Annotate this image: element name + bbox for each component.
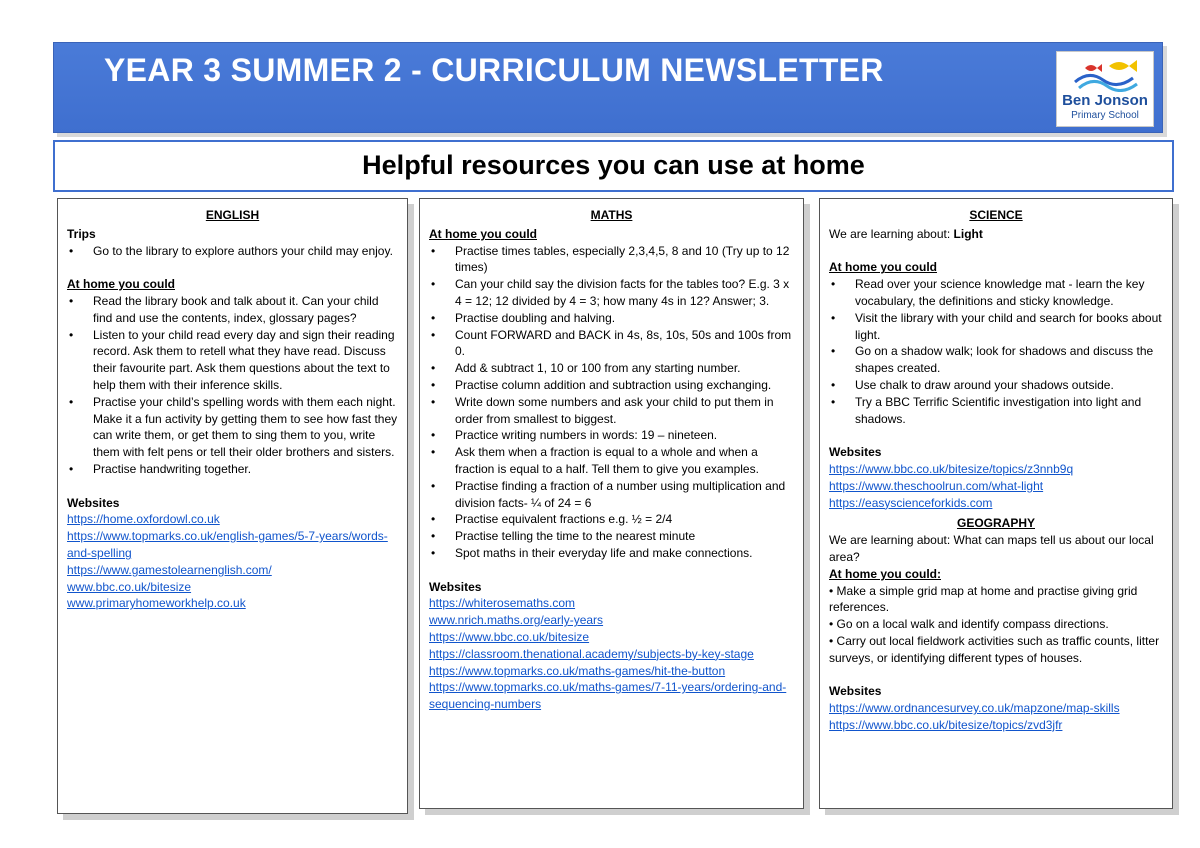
website-link[interactable]: https://www.topmarks.co.uk/maths-games/7-11-years/ordering-and-sequencing-numbers [429,680,787,712]
english-websites-label: Websites [67,495,120,510]
website-link[interactable]: https://easyscienceforkids.com [829,495,993,510]
list-item: • Go on a local walk and identify compass directions. [829,617,1109,632]
list-item: • Practise times tables, especially 2,3,4,5, 8 and 10 (Try up to 12 times) [429,243,794,277]
geography-home-list [829,583,1163,667]
english-home-list [67,293,398,478]
list-item: • Practise handwriting together. [67,461,398,478]
list-item: • Try a BBC Terrific Scientific investigation into light and shadows. [829,394,1163,428]
website-link[interactable]: https://www.bbc.co.uk/bitesize [429,629,590,644]
list-item: • Can your child say the division facts for the tables too? E.g. 3 x 4 = 12; 12 divided by 4 = 3; how many 4s in 12? Answer; 3. [429,276,794,310]
list-item: • Go to the library to explore authors your child may enjoy. [67,243,398,260]
website-link[interactable]: https://www.ordnancesurvey.co.uk/mapzone/map-skills [829,701,1120,716]
website-link[interactable]: https://www.gamestolearnenglish.com/ [67,562,272,577]
maths-home-label: At home you could [429,226,537,241]
geography-websites-label: Websites [829,684,882,699]
list-item: • Write down some numbers and ask your child to put them in order from smallest to biggest. [429,394,794,428]
english-home-label: At home you could [67,277,175,292]
science-column [819,198,1173,809]
maths-heading: MATHS [590,208,633,222]
list-item: • Ask them when a fraction is equal to a whole and when a fraction is equal to a half. Tell them to give you examples. [429,444,794,478]
list-item: • Practise telling the time to the nearest minute [429,528,794,545]
science-home-label: At home you could [829,260,937,275]
list-item: • Count FORWARD and BACK in 4s, 8s, 10s, 50s and 100s from 0. [429,327,794,361]
website-link[interactable]: https://www.topmarks.co.uk/english-games/5-7-years/words-and-spelling [67,529,388,560]
website-link[interactable]: https://whiterosemaths.com [429,596,576,611]
website-link[interactable]: https://www.bbc.co.uk/bitesize/topics/z3nnb9q [829,461,1074,476]
list-item: • Practise your child’s spelling words with them each night. Make it a fun activity by getting them to see how fast they can write them, or get them to sing them to you, write them with felt pens or tell their older brothers and sisters. [67,394,398,461]
maths-column [419,198,804,809]
list-item: • Listen to your child read every day and sign their reading record. Ask them to retell what they have read. Discuss their favourite part. Ask them questions about the text to help them with their inference skills. [67,327,398,394]
website-link[interactable]: www.nrich.maths.org/early-years [429,613,604,628]
list-item: • Read the library book and talk about it. Can your child find and use the contents, index, glossary pages? [67,293,398,327]
list-item: • Practise doubling and halving. [429,310,794,327]
english-column [57,198,408,814]
science-learning-topic: Light [953,226,983,241]
english-trips-label: Trips [67,226,96,241]
logo-school-subtitle: Primary School [1071,110,1139,121]
subtitle-box [53,140,1174,192]
science-websites-label: Websites [829,445,882,460]
list-item: • Make a simple grid map at home and practise giving grid references. [829,583,1138,615]
list-item: • Use chalk to draw around your shadows outside. [829,377,1163,394]
geography-learning: We are learning about: What can maps tell us about our local area? [829,533,1154,564]
website-link[interactable]: https://classroom.thenational.academy/subjects-by-key-stage [429,646,754,661]
science-home-list [829,276,1163,427]
website-link[interactable]: https://home.oxfordowl.co.uk [67,512,220,527]
fish-wave-icon [1071,56,1141,92]
english-trips-list [67,243,398,260]
logo-school-name: Ben Jonson [1062,92,1148,109]
list-item: • Visit the library with your child and search for books about light. [829,310,1163,344]
geography-home-label: At home you could: [829,566,941,581]
science-heading: SCIENCE [969,208,1023,222]
list-item: • Spot maths in their everyday life and make connections. [429,545,794,562]
science-learning [829,226,1163,243]
list-item: • Practise finding a fraction of a number using multiplication and division facts- ¼ of 24 = 6 [429,478,794,512]
website-link[interactable]: https://www.bbc.co.uk/bitesize/topics/zvd3jfr [829,717,1063,732]
list-item: • Carry out local fieldwork activities such as traffic counts, litter surveys, or identifying different types of houses. [829,633,1160,665]
maths-home-list [429,243,794,562]
list-item: • Add & subtract 1, 10 or 100 from any starting number. [429,360,794,377]
website-link[interactable]: www.bbc.co.uk/bitesize [67,579,192,594]
list-item: • Practise equivalent fractions e.g. ½ = 2/4 [429,511,794,528]
list-item: • Practice writing numbers in words: 19 – nineteen. [429,427,794,444]
list-item: • Go on a shadow walk; look for shadows and discuss the shapes created. [829,343,1163,377]
website-link[interactable]: https://www.topmarks.co.uk/maths-games/hit-the-button [429,663,726,678]
page-subtitle: Helpful resources you can use at home [362,150,865,180]
list-item: • Read over your science knowledge mat - learn the key vocabulary, the definitions and sticky knowledge. [829,276,1163,310]
website-link[interactable]: https://www.theschoolrun.com/what-light [829,478,1044,493]
science-learning-prefix: We are learning about: [829,226,954,241]
geography-heading: GEOGRAPHY [956,516,1035,531]
website-link[interactable]: www.primaryhomeworkhelp.co.uk [67,596,246,611]
english-heading: ENGLISH [205,208,260,222]
page-title: YEAR 3 SUMMER 2 - CURRICULUM NEWSLETTER [104,52,884,88]
school-logo [1056,51,1154,127]
list-item: • Practise column addition and subtraction using exchanging. [429,377,794,394]
maths-websites-label: Websites [429,579,482,594]
